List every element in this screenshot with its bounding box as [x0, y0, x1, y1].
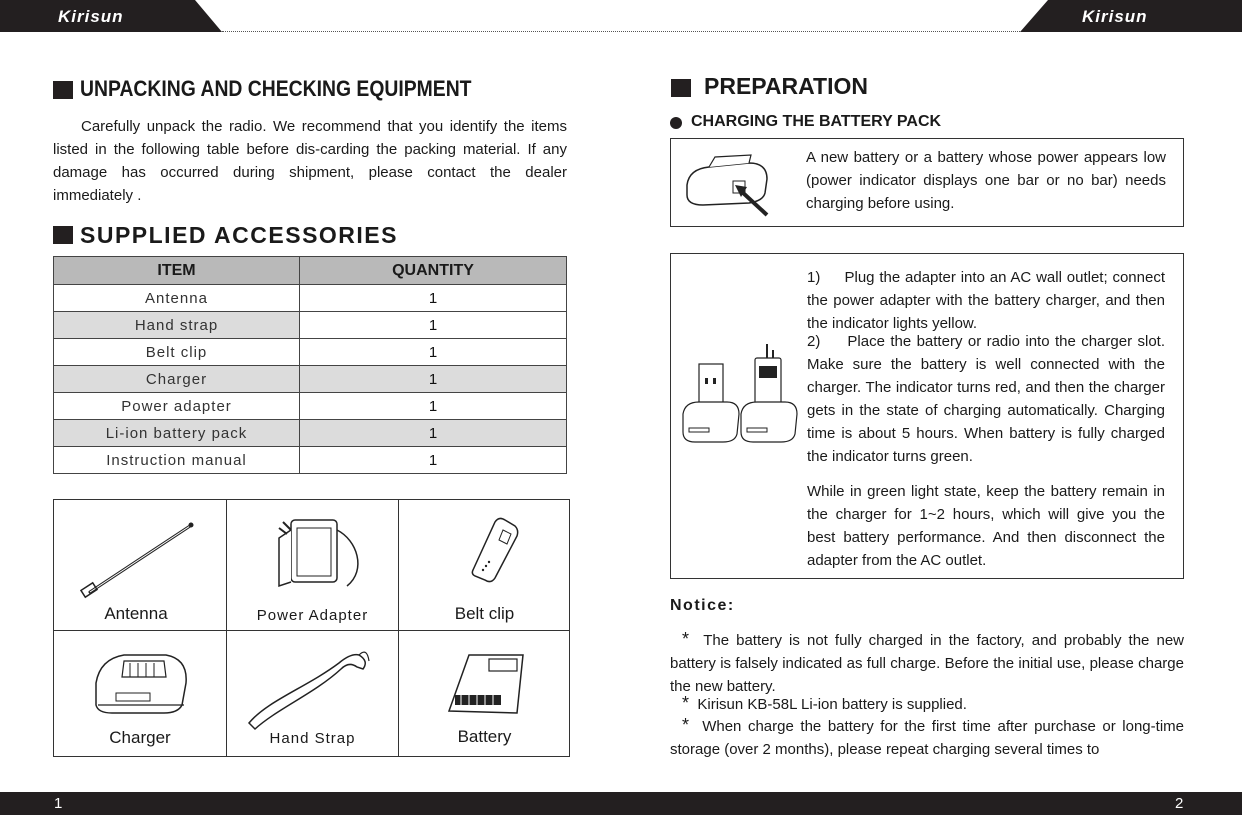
- table-cell-item: Belt clip: [54, 339, 300, 366]
- grid-cell-battery: [399, 631, 570, 756]
- charging-subtitle: CHARGING THE BATTERY PACK: [691, 113, 942, 130]
- battery-icon: [399, 631, 570, 731]
- caption-battery: Battery: [457, 727, 512, 746]
- page-footer-bar: [0, 792, 1242, 815]
- notice-item: * Kirisun KB-58L Li-ion battery is supplied.: [682, 693, 967, 713]
- caption-hand-strap: Hand Strap: [269, 730, 356, 747]
- brand-logo-left: Kirisun: [58, 7, 124, 26]
- charging-step-2: 2) Place the battery or radio into the charger slot. Make sure the battery is well connected with the charger. The indicator turns red, and then the charger gets in the state of charging automatically. Charging time is about 5 hours. When battery is fully charged the indicator turns green.: [807, 333, 1165, 465]
- table-row: [54, 393, 567, 420]
- table-cell-item: Charger: [54, 366, 300, 393]
- table-cell-qty: 1: [300, 420, 567, 447]
- grid-cell-antenna: [54, 500, 226, 630]
- belt-clip-icon: [399, 500, 570, 600]
- charging-intro-text: A new battery or a battery whose power appears low (power indicator displays one bar or no bar) needs charging before using.: [806, 149, 1166, 212]
- header-dotted-line: [222, 31, 1020, 32]
- unpacking-title: UNPACKING AND CHECKING EQUIPMENT: [80, 76, 472, 101]
- asterisk-icon: *: [682, 715, 690, 735]
- preparation-title: PREPARATION: [704, 73, 868, 99]
- notice-title: Notice:: [670, 597, 735, 614]
- table-cell-qty: 1: [300, 285, 567, 312]
- grid-cell-hand-strap: [227, 631, 398, 756]
- page-number-left: 1: [54, 795, 63, 812]
- heading-square-icon: [53, 226, 73, 244]
- caption-power-adapter: Power Adapter: [256, 607, 369, 624]
- accessory-image-grid: [53, 499, 570, 757]
- table-cell-item: Instruction manual: [54, 447, 300, 474]
- charging-steps-box: [670, 253, 1184, 579]
- antenna-icon: [54, 500, 226, 600]
- grid-cell-belt-clip: [399, 500, 570, 630]
- table-header-quantity: QUANTITY: [300, 257, 567, 285]
- table-row: [54, 285, 567, 312]
- table-cell-qty: 1: [300, 447, 567, 474]
- notice-item: * The battery is not fully charged in the factory, and probably the new battery is falsely indicated as full charge. Before the initial use, please charge the new battery.: [670, 629, 1184, 695]
- table-cell-qty: 1: [300, 366, 567, 393]
- grid-cell-charger: [54, 631, 226, 756]
- table-cell-qty: 1: [300, 312, 567, 339]
- accessories-title: SUPPLIED ACCESSORIES: [80, 222, 398, 248]
- caption-belt-clip: Belt clip: [454, 604, 515, 623]
- charging-step-1: 1) Plug the adapter into an AC wall outlet; connect the power adapter with the battery charger, and then the indicator lights yellow.: [807, 269, 1165, 332]
- unpacking-intro: Carefully unpack the radio. We recommend that you identify the items listed in the following table before dis-carding the packing material. If any damage has occurred during shipment, please contact the dealer immediately .: [53, 118, 567, 204]
- bullet-dot-icon: [670, 117, 682, 129]
- table-cell-item: Antenna: [54, 285, 300, 312]
- caption-charger: Charger: [109, 728, 171, 747]
- table-cell-item: Li-ion battery pack: [54, 420, 300, 447]
- charger-icon: [54, 631, 226, 731]
- accessories-table: [53, 256, 567, 474]
- charging-step-3: While in green light state, keep the battery remain in the charger for 1~2 hours, which will give you the best battery performance. And then disconnect the adapter from the AC outlet.: [807, 483, 1165, 569]
- heading-square-icon: [53, 81, 73, 99]
- table-header-row: [54, 257, 567, 285]
- table-cell-qty: 1: [300, 393, 567, 420]
- heading-square-icon: [671, 79, 691, 97]
- brand-logo-right: Kirisun: [1082, 7, 1148, 26]
- table-row: [54, 366, 567, 393]
- table-header-item: ITEM: [54, 257, 300, 285]
- grid-cell-power-adapter: [227, 500, 398, 630]
- page-number-right: 2: [1175, 795, 1184, 812]
- asterisk-icon: *: [682, 629, 690, 649]
- table-row: [54, 339, 567, 366]
- table-row: [54, 312, 567, 339]
- table-cell-item: Hand strap: [54, 312, 300, 339]
- charger-radio-battery-icon: [677, 344, 802, 454]
- power-adapter-icon: [227, 500, 398, 600]
- notice-item: * When charge the battery for the first time after purchase or long-time storage (over 2 months), please repeat charging several times to: [670, 715, 1184, 758]
- table-cell-qty: 1: [300, 339, 567, 366]
- table-cell-item: Power adapter: [54, 393, 300, 420]
- hand-strap-icon: [227, 631, 398, 731]
- asterisk-icon: *: [682, 693, 690, 713]
- table-row: [54, 447, 567, 474]
- charging-intro-box: [670, 138, 1184, 227]
- charger-with-arrow-icon: [679, 145, 789, 221]
- caption-antenna: Antenna: [104, 604, 168, 623]
- table-row: [54, 420, 567, 447]
